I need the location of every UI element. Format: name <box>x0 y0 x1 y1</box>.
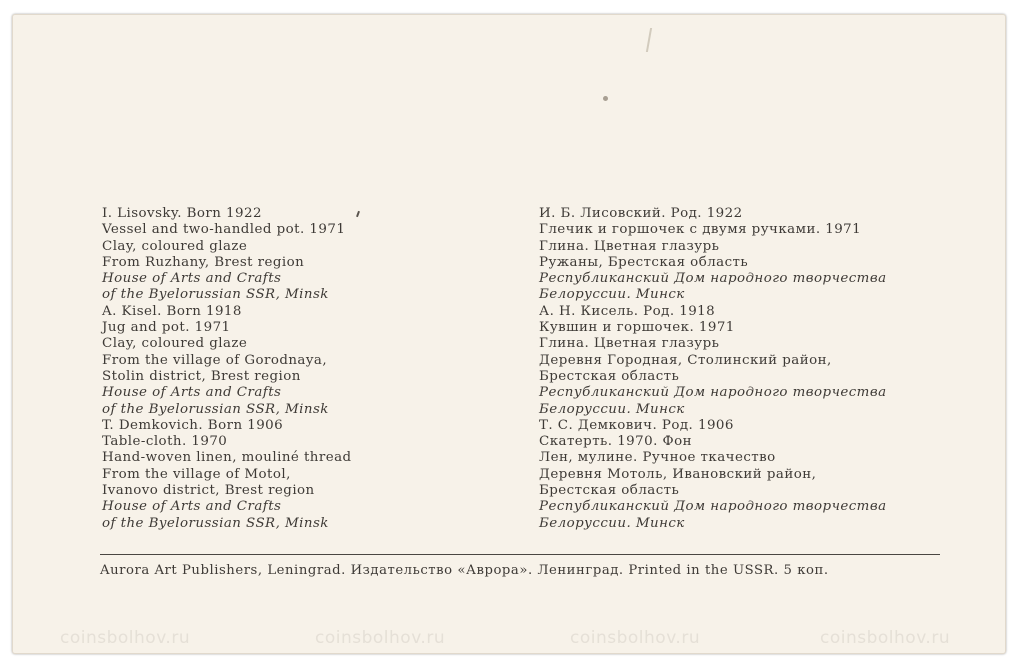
caption-line: of the Byelorussian SSR, Minsk <box>102 515 329 531</box>
watermark-text: coinsbolhov.ru <box>60 628 191 648</box>
caption-line: Брестская область <box>539 483 680 499</box>
caption-line: From the village of Gorodnaya, <box>102 352 328 368</box>
caption-line: House of Arts and Crafts <box>102 271 282 287</box>
russian-captions <box>539 206 959 532</box>
caption-line: From the village of Motol, <box>102 466 291 482</box>
caption-line: T. Demkovich. Born 1906 <box>102 417 284 433</box>
caption-line: Белоруссии. Минск <box>539 401 685 417</box>
caption-line: Vessel and two-handled pot. 1971 <box>102 222 346 238</box>
caption-line: Республиканский Дом народного творчества <box>539 499 887 515</box>
caption-line: Глечик и горшочек с двумя ручками. 1971 <box>539 222 862 238</box>
caption-line: Кувшин и горшочек. 1971 <box>539 320 735 336</box>
caption-line: Деревня Городная, Столинский район, <box>539 352 832 368</box>
caption-line: Белоруссии. Минск <box>539 515 685 531</box>
scan-background <box>0 0 1024 14</box>
publisher-footer: Aurora Art Publishers, Leningrad. Издательство «Аврора». Ленинград. Printed in the USSR. 5 коп. <box>100 563 829 578</box>
caption-line: Деревня Мотоль, Ивановский район, <box>539 466 817 482</box>
caption-line: А. Н. Кисель. Род. 1918 <box>539 303 716 319</box>
caption-line: House of Arts and Crafts <box>102 385 282 401</box>
caption-line: Глина. Цветная глазурь <box>539 238 720 254</box>
paper-speck <box>603 96 608 101</box>
caption-line: И. Б. Лисовский. Род. 1922 <box>539 206 743 221</box>
caption-line: Stolin district, Brest region <box>102 368 301 384</box>
caption-line: Скатерть. 1970. Фон <box>539 434 692 450</box>
caption-line: House of Arts and Crafts <box>102 499 282 515</box>
caption-line: I. Lisovsky. Born 1922 <box>102 206 262 221</box>
caption-line: Table-cloth. 1970 <box>102 434 228 450</box>
caption-line: Clay, coloured glaze <box>102 336 248 352</box>
caption-line: Т. С. Демкович. Род. 1906 <box>539 417 734 433</box>
watermark-text: coinsbolhov.ru <box>315 628 446 648</box>
caption-line: From Ruzhany, Brest region <box>102 254 305 270</box>
caption-line: Лен, мулине. Ручное ткачество <box>539 450 776 466</box>
caption-line: of the Byelorussian SSR, Minsk <box>102 287 329 303</box>
caption-line: Hand-woven linen, mouliné thread <box>102 450 352 466</box>
caption-line: Clay, coloured glaze <box>102 238 248 254</box>
caption-line: of the Byelorussian SSR, Minsk <box>102 401 329 417</box>
caption-line: Ivanovo district, Brest region <box>102 483 315 499</box>
english-captions <box>102 206 522 532</box>
footer-divider <box>100 554 940 555</box>
caption-line: Белоруссии. Минск <box>539 287 685 303</box>
caption-line: Jug and pot. 1971 <box>102 320 231 336</box>
watermark-text: coinsbolhov.ru <box>570 628 701 648</box>
caption-line: Брестская область <box>539 368 680 384</box>
caption-line: Республиканский Дом народного творчества <box>539 385 887 401</box>
caption-line: Глина. Цветная глазурь <box>539 336 720 352</box>
caption-line: Республиканский Дом народного творчества <box>539 271 887 287</box>
watermark-text: coinsbolhov.ru <box>820 628 951 648</box>
caption-line: A. Kisel. Born 1918 <box>102 303 242 319</box>
caption-line: Ружаны, Брестская область <box>539 254 749 270</box>
